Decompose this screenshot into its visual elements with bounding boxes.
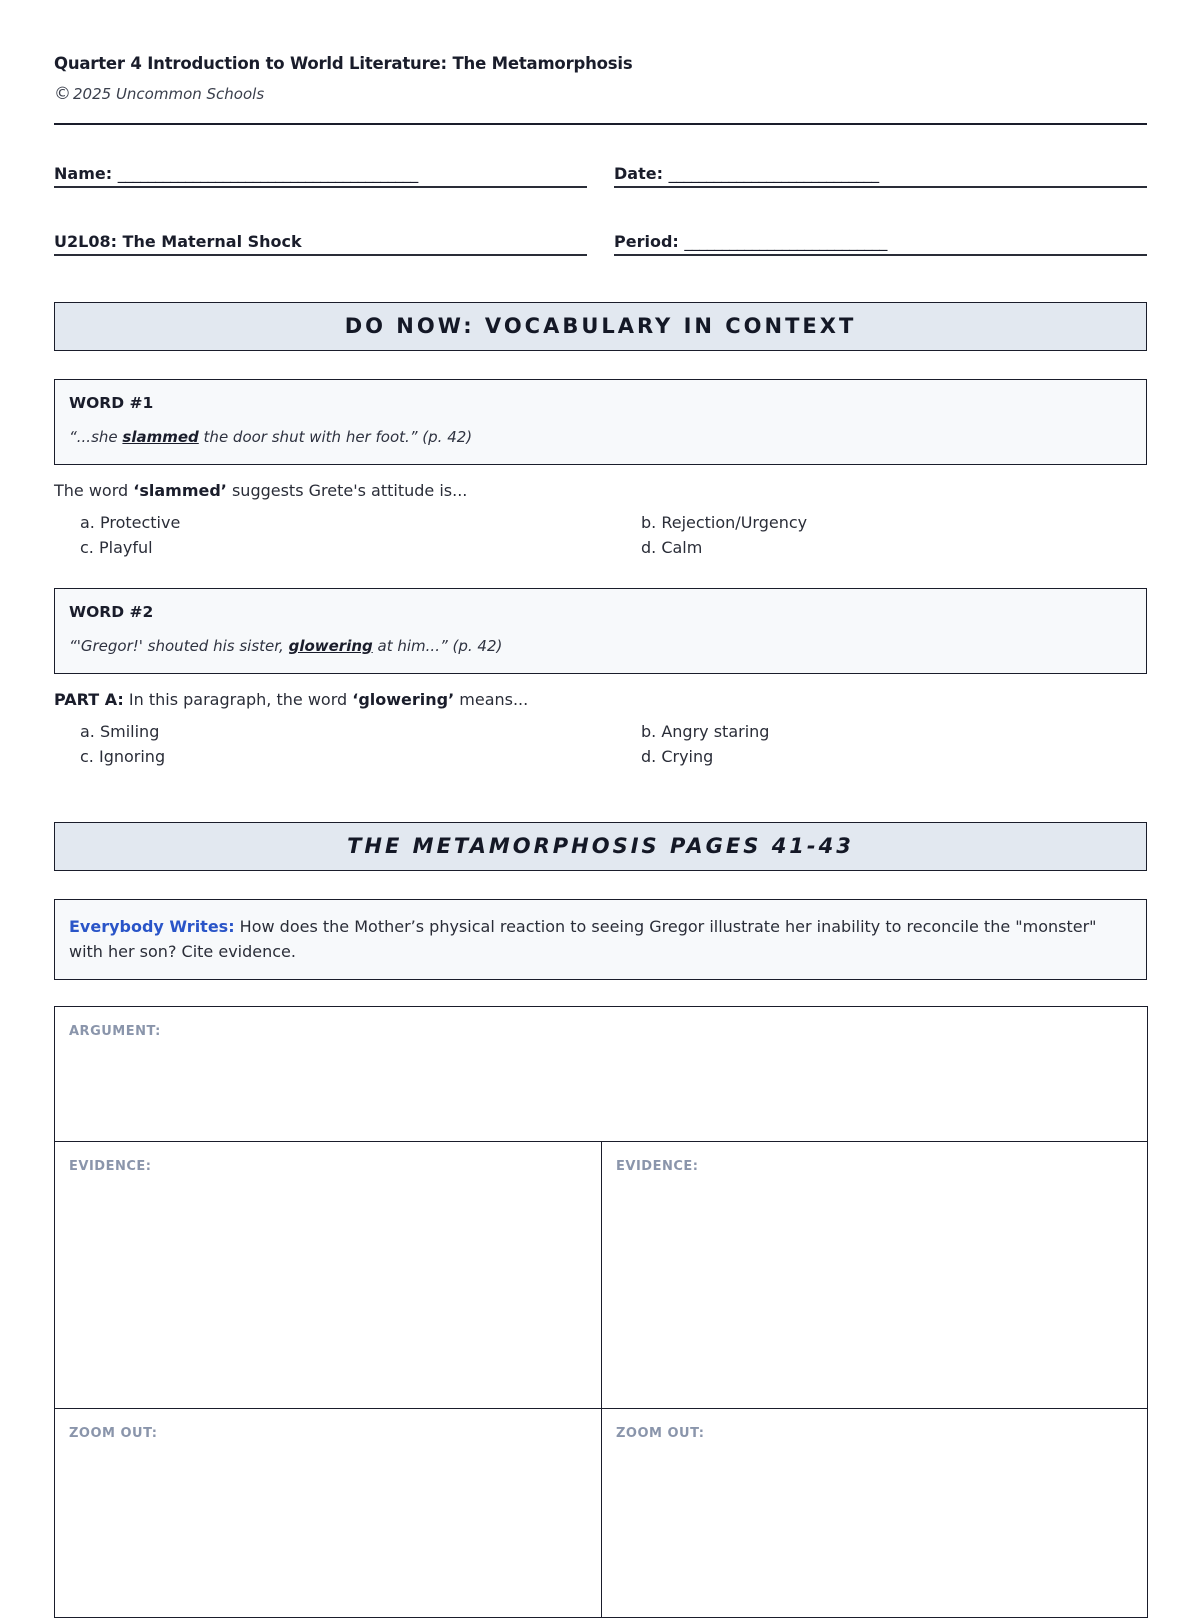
everybody-writes-text: How does the Mother’s physical reaction to seeing Gregor illustrate her inability to reconcile the "monster" with her son? Cite evidence. <box>69 917 1097 961</box>
evidence-right-label: EVIDENCE: <box>616 1159 699 1174</box>
evidence-left-label: EVIDENCE: <box>69 1159 152 1174</box>
word1-choice-a[interactable]: a. Protective <box>80 513 181 532</box>
everybody-writes-box <box>54 899 1147 980</box>
word1-box <box>54 379 1147 465</box>
reading-banner: THE METAMORPHOSIS PAGES 41-43 <box>54 822 1147 871</box>
word2-choice-c[interactable]: c. Ignoring <box>80 747 166 766</box>
word1-question-after: suggests Grete's attitude is... <box>226 481 468 500</box>
zoom-out-left-label: ZOOM OUT: <box>69 1426 158 1441</box>
name-label: Name: <box>54 164 113 183</box>
word2-quote-after: at him...” (p. 42) <box>372 637 503 655</box>
date-field[interactable] <box>614 164 1147 188</box>
zoom-out-right-label: ZOOM OUT: <box>616 1426 705 1441</box>
date-label: Date: <box>614 164 663 183</box>
course-title: Quarter 4 Introduction to World Literature: The Metamorphosis <box>54 54 633 73</box>
word1-quote <box>69 428 472 446</box>
word2-choice-b[interactable]: b. Angry staring <box>641 722 770 741</box>
document-header <box>54 54 1147 104</box>
word2-quote-before: “'Gregor!' shouted his sister, <box>69 637 289 655</box>
word2-question-word: ‘glowering’ <box>352 690 455 709</box>
word2-question-after: means... <box>454 690 529 709</box>
header-divider <box>54 123 1147 125</box>
word1-question-word: ‘slammed’ <box>133 481 227 500</box>
word2-highlight: glowering <box>288 637 373 655</box>
word1-choice-c[interactable]: c. Playful <box>80 538 153 557</box>
argument-label: ARGUMENT: <box>69 1024 161 1039</box>
copyright-line <box>54 84 1147 104</box>
date-blank: ____________________________ <box>668 164 879 183</box>
copyright-icon: © <box>54 84 71 104</box>
zoom-out-left-box[interactable] <box>54 1408 603 1618</box>
word1-label: WORD #1 <box>69 394 154 412</box>
everybody-writes-prompt <box>69 914 1119 964</box>
word2-choice-d[interactable]: d. Crying <box>641 747 714 766</box>
zoom-out-right-box[interactable] <box>601 1408 1148 1618</box>
word1-choice-b[interactable]: b. Rejection/Urgency <box>641 513 808 532</box>
word2-part-label: PART A: <box>54 690 124 709</box>
lesson-field <box>54 232 587 256</box>
word1-question <box>54 481 467 500</box>
name-blank: ________________________________________ <box>117 164 418 183</box>
period-blank: ___________________________ <box>684 232 887 251</box>
word1-quote-after: the door shut with her foot.” (p. 42) <box>198 428 473 446</box>
period-field[interactable] <box>614 232 1147 256</box>
evidence-right-box[interactable] <box>601 1141 1148 1410</box>
word2-box <box>54 588 1147 674</box>
word2-choice-a[interactable]: a. Smiling <box>80 722 160 741</box>
word2-question <box>54 690 528 709</box>
everybody-writes-label: Everybody Writes: <box>69 917 235 936</box>
argument-box[interactable] <box>54 1006 1148 1143</box>
word1-quote-before: “...she <box>69 428 123 446</box>
lesson-title: U2L08: The Maternal Shock <box>54 232 302 251</box>
evidence-left-box[interactable] <box>54 1141 603 1410</box>
word1-highlight: slammed <box>122 428 199 446</box>
word1-choice-d[interactable]: d. Calm <box>641 538 703 557</box>
copyright-text: 2025 Uncommon Schools <box>73 85 265 103</box>
period-label: Period: <box>614 232 679 251</box>
word2-label: WORD #2 <box>69 603 154 621</box>
do-now-banner: DO NOW: VOCABULARY IN CONTEXT <box>54 302 1147 351</box>
name-field[interactable] <box>54 164 587 188</box>
word2-question-before: In this paragraph, the word <box>123 690 353 709</box>
word1-question-before: The word <box>54 481 134 500</box>
word2-quote <box>69 637 502 655</box>
